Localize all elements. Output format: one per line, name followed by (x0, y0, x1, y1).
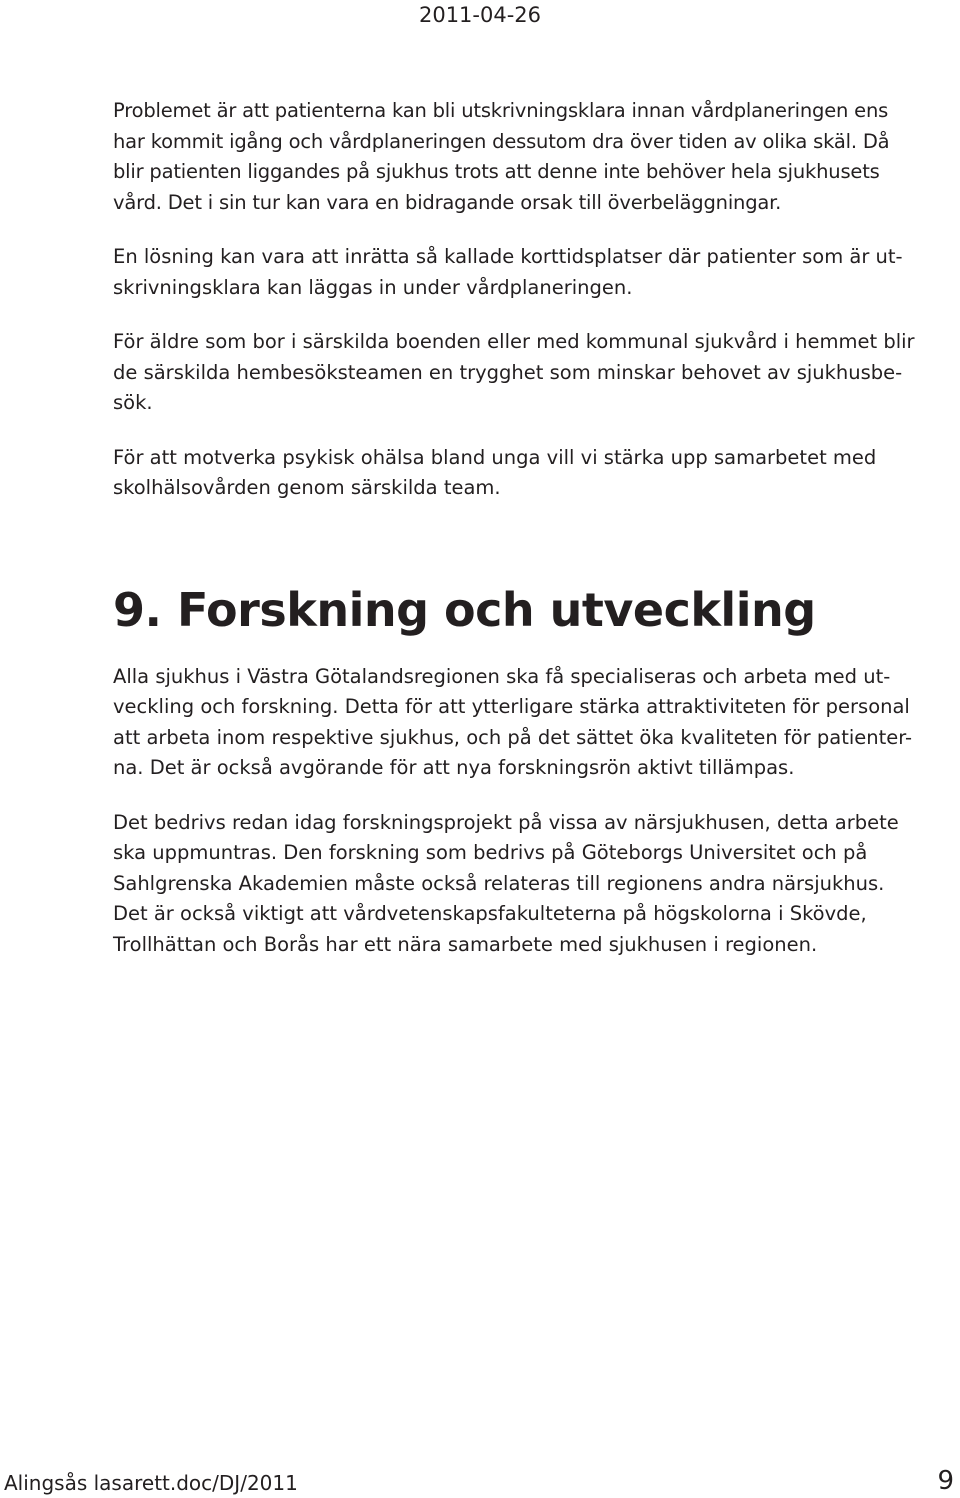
paragraph-research-projects (113, 808, 953, 961)
paragraph-specialisation (113, 662, 953, 784)
paragraph-discharge-problem (113, 96, 953, 218)
section-spacer (113, 504, 953, 580)
paragraph-line: vård. Det i sin tur kan vara en bidragande orsak till överbeläggningar. (113, 190, 782, 214)
paragraph-line: Det är också viktigt att vårdvetenskapsfakulteterna på högskolorna i Skövde, (113, 902, 867, 925)
paragraph-line: Det bedrivs redan idag forskningsprojekt på vissa av närsjukhusen, detta arbete (113, 810, 899, 834)
paragraph-line: ska uppmuntras. Den forskning som bedrivs på Göteborgs Universitet och på (113, 841, 868, 864)
paragraph-line: de särskilda hembesöksteamen en trygghet som minskar behovet av sjukhusbe- (113, 360, 903, 384)
footer-page-number: 9 (937, 1466, 954, 1496)
paragraph-line: blir patienten liggandes på sjukhus trots att denne inte behöver hela sjukhusets (113, 160, 880, 183)
paragraph-line: na. Det är också avgörande för att nya forskningsrön aktivt tillämpas. (113, 756, 795, 779)
paragraph-line: För att motverka psykisk ohälsa bland unga vill vi stärka upp samarbetet med (113, 445, 877, 469)
paragraph-line: Trollhättan och Borås har ett nära samarbete med sjukhusen i regionen. (113, 932, 818, 956)
footer-document-name: Alingsås lasarett.doc/DJ/2011 (4, 1471, 298, 1495)
heading-spacer (113, 640, 953, 662)
header-date: 2011-04-26 (418, 3, 542, 27)
paragraph-spacer (113, 784, 953, 808)
section-heading: 9. Forskning och utveckling (113, 582, 816, 637)
paragraph-youth-mental-health (113, 443, 953, 504)
paragraph-short-term-beds (113, 242, 953, 303)
paragraph-line: skolhälsovården genom särskilda team. (113, 476, 501, 499)
paragraph-line: skrivningsklara kan läggas in under vårdplaneringen. (113, 275, 633, 299)
document-body (113, 96, 953, 960)
paragraph-spacer (113, 303, 953, 327)
paragraph-line: Sahlgrenska Akademien måste också relateras till regionens andra närsjukhus. (113, 871, 885, 895)
paragraph-line: En lösning kan vara att inrätta så kallade korttidsplatser där patienter som är ut- (113, 245, 903, 268)
paragraph-home-visit-teams (113, 327, 953, 419)
paragraph-spacer (113, 419, 953, 443)
paragraph-line: Problemet är att patienterna kan bli utskrivningsklara innan vårdplaneringen ens (113, 99, 889, 122)
paragraph-line: att arbeta inom respektive sjukhus, och på det sättet öka kvaliteten för patienter- (113, 725, 913, 749)
paragraph-line: har kommit igång och vårdplaneringen dessutom dra över tiden av olika skäl. Då (113, 129, 890, 153)
paragraph-line: veckling och forskning. Detta för att ytterligare stärka attraktiviteten för personal (113, 695, 910, 718)
paragraph-line: För äldre som bor i särskilda boenden eller med kommunal sjukvård i hemmet blir (113, 330, 915, 353)
paragraph-spacer (113, 218, 953, 242)
paragraph-line: Alla sjukhus i Västra Götalandsregionen ska få specialiseras och arbeta med ut- (113, 664, 891, 688)
paragraph-line: sök. (113, 391, 153, 414)
